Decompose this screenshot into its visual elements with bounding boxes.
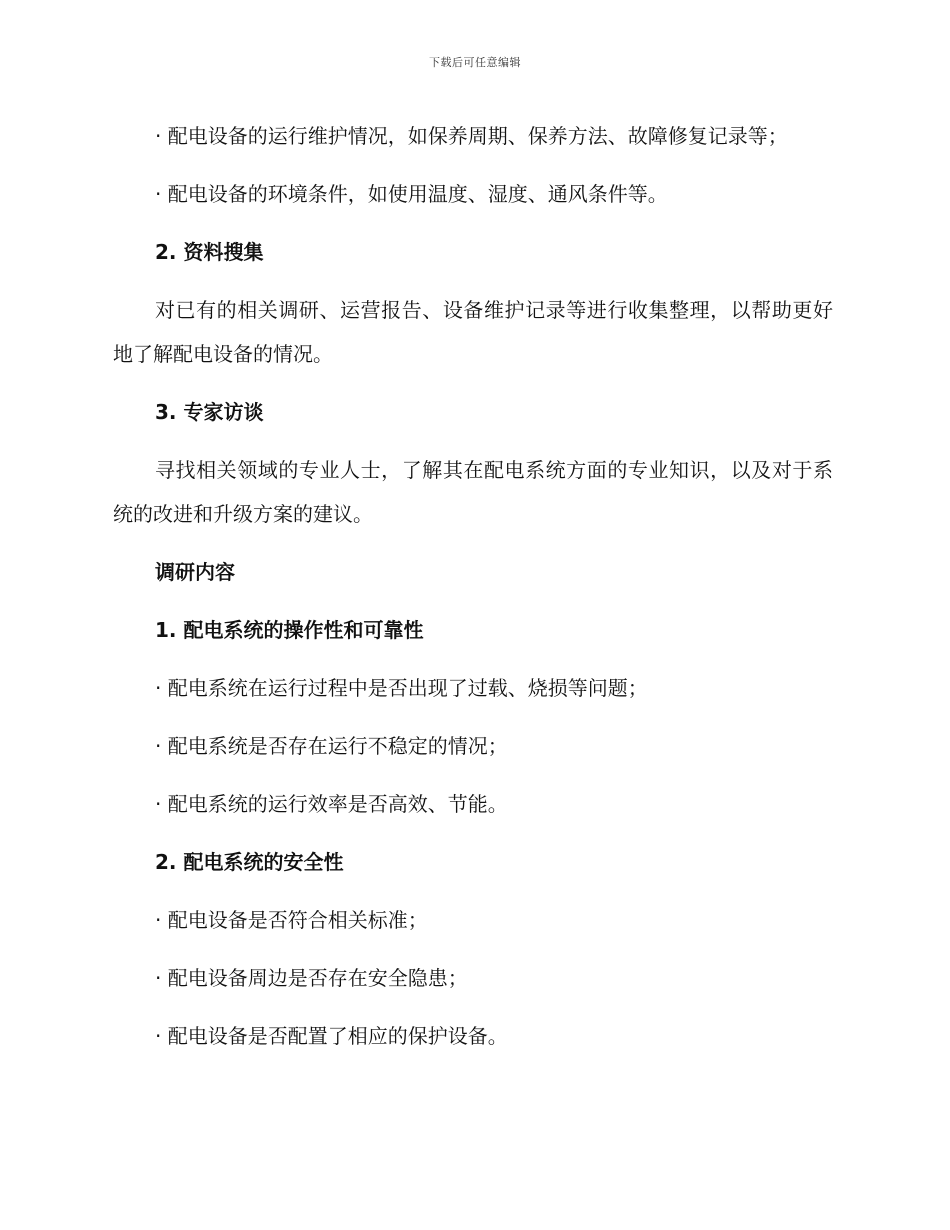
section-heading: 调研内容 [155, 560, 235, 584]
section-heading: 2. 资料搜集 [155, 240, 264, 264]
section-heading: 3. 专家访谈 [155, 400, 264, 424]
bullet-paragraph: · 配电设备周边是否存在安全隐患； [155, 966, 468, 990]
body-paragraph: 寻找相关领域的专业人士，了解其在配电系统方面的专业知识，以及对于系统的改进和升级方案的建议。 [113, 458, 833, 526]
section-heading: 1. 配电系统的操作性和可靠性 [155, 618, 424, 642]
bullet-paragraph: · 配电系统是否存在运行不稳定的情况； [155, 734, 508, 758]
bullet-paragraph: · 配电设备是否符合相关标准； [155, 908, 428, 932]
bullet-paragraph: · 配电设备的环境条件，如使用温度、湿度、通风条件等。 [155, 182, 668, 206]
body-paragraph: 对已有的相关调研、运营报告、设备维护记录等进行收集整理，以帮助更好地了解配电设备的情况。 [113, 298, 833, 366]
bullet-paragraph: · 配电系统在运行过程中是否出现了过载、烧损等问题； [155, 676, 648, 700]
bullet-paragraph: · 配电设备是否配置了相应的保护设备。 [155, 1024, 508, 1048]
bullet-paragraph: · 配电设备的运行维护情况，如保养周期、保养方法、故障修复记录等； [155, 124, 788, 148]
section-heading: 2. 配电系统的安全性 [155, 850, 344, 874]
document-body [113, 114, 833, 1072]
header-note: 下载后可任意编辑 [429, 56, 521, 69]
bullet-paragraph: · 配电系统的运行效率是否高效、节能。 [155, 792, 508, 816]
